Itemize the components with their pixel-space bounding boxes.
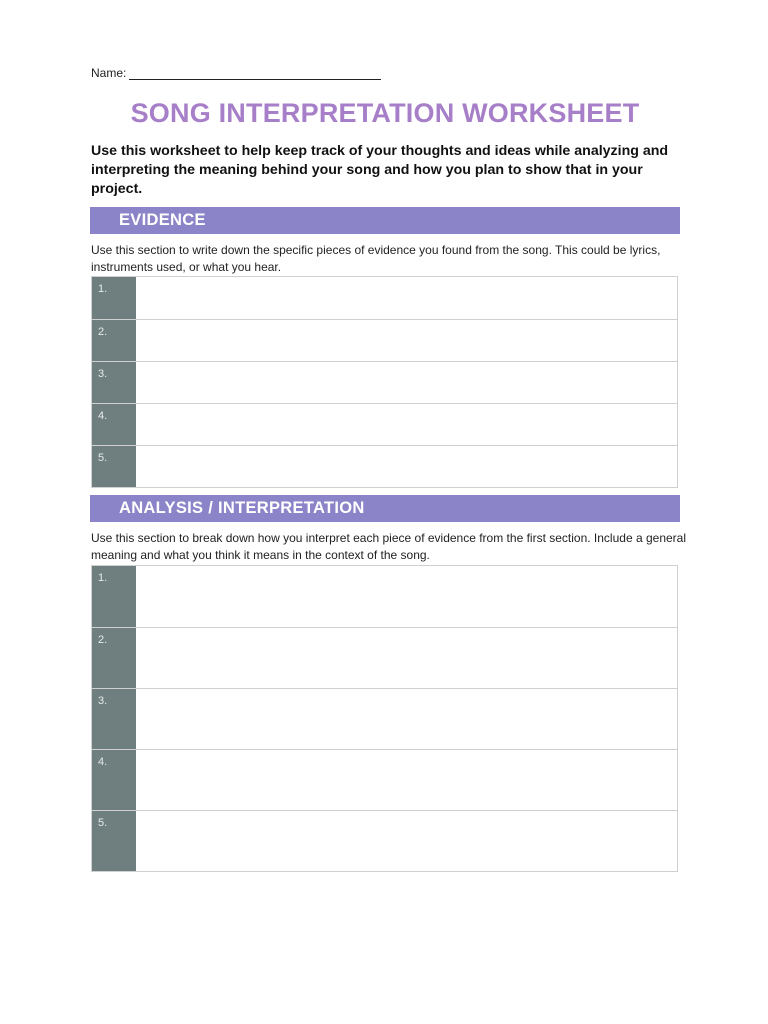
row-number: 4. xyxy=(92,750,136,810)
evidence-description: Use this section to write down the specific pieces of evidence you found from the song. This could be lyrics, instruments used, or what you hear. xyxy=(91,243,661,274)
analysis-heading: ANALYSIS / INTERPRETATION xyxy=(90,495,680,522)
analysis-entry-2[interactable] xyxy=(136,628,677,688)
row-number: 3. xyxy=(92,362,136,403)
analysis-entry-5[interactable] xyxy=(136,811,677,871)
table-row xyxy=(92,445,677,487)
evidence-entry-4[interactable] xyxy=(136,404,677,445)
name-label: Name: xyxy=(91,66,127,80)
row-number: 5. xyxy=(92,446,136,487)
table-row xyxy=(92,403,677,445)
table-row xyxy=(92,566,677,627)
table-row xyxy=(92,749,677,810)
table-row xyxy=(92,319,677,361)
evidence-entry-5[interactable] xyxy=(136,446,677,487)
row-number: 3. xyxy=(92,689,136,749)
evidence-heading: EVIDENCE xyxy=(90,207,680,234)
analysis-entry-1[interactable] xyxy=(136,566,677,627)
analysis-entry-4[interactable] xyxy=(136,750,677,810)
table-row xyxy=(92,627,677,688)
table-row xyxy=(92,277,677,319)
row-number: 5. xyxy=(92,811,136,871)
page-title: SONG INTERPRETATION WORKSHEET xyxy=(130,98,640,128)
row-number: 2. xyxy=(92,320,136,361)
row-number: 2. xyxy=(92,628,136,688)
row-number: 4. xyxy=(92,404,136,445)
table-row xyxy=(92,810,677,871)
intro-text: Use this worksheet to help keep track of your thoughts and ideas while analyzing and interpreting the meaning behind your song and how you plan to show that in your project. xyxy=(91,143,669,197)
evidence-entry-3[interactable] xyxy=(136,362,677,403)
evidence-entry-2[interactable] xyxy=(136,320,677,361)
analysis-table xyxy=(91,565,678,872)
analysis-entry-3[interactable] xyxy=(136,689,677,749)
table-row xyxy=(92,361,677,403)
name-field[interactable] xyxy=(129,67,381,80)
row-number: 1. xyxy=(92,566,136,627)
name-line xyxy=(91,66,381,80)
evidence-table xyxy=(91,276,678,488)
row-number: 1. xyxy=(92,277,136,319)
evidence-entry-1[interactable] xyxy=(136,277,677,319)
table-row xyxy=(92,688,677,749)
analysis-description: Use this section to break down how you interpret each piece of evidence from the first section. Include a general meaning and what you think it means in the context of the song. xyxy=(91,531,686,562)
